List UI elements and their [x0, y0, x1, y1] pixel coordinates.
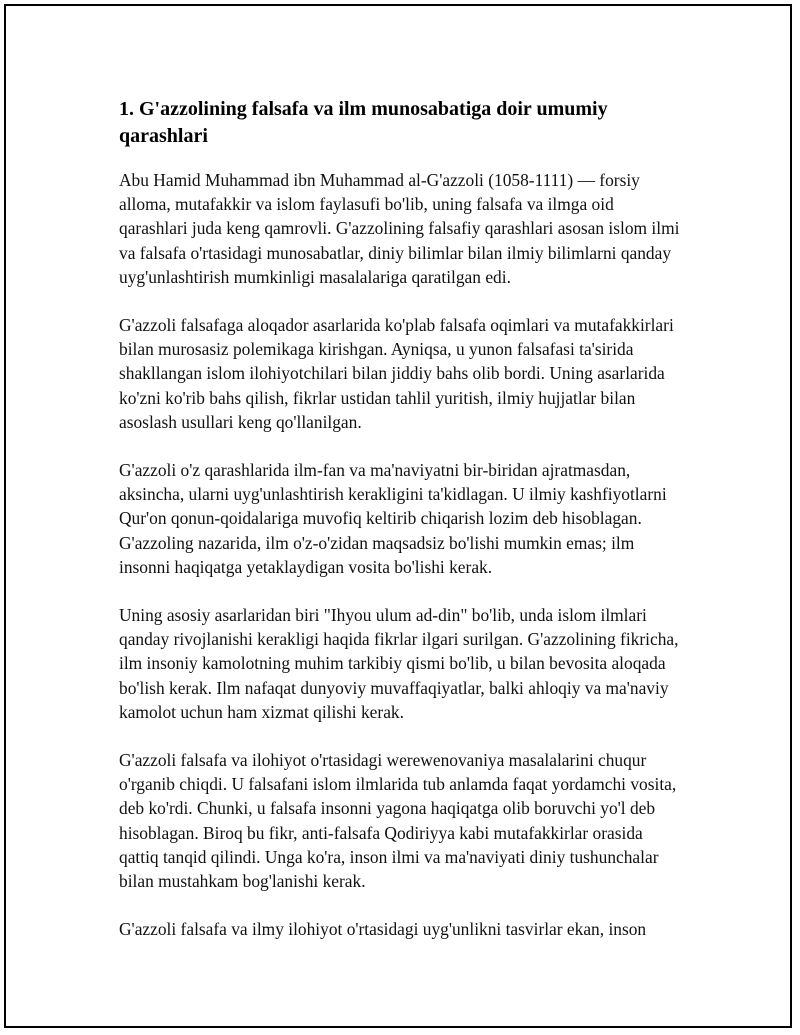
section-heading: 1. G'azzolining falsafa va ilm munosabatiga doir umumiy qarashlari — [119, 98, 608, 147]
document-body — [119, 96, 684, 965]
paragraph: G'azzoli o'z qarashlarida ilm-fan va ma'naviyatni bir-biridan ajratmasdan, aksincha, ularni uyg'unlashtirish kerakligini ta'kidlagan. U ilmiy kashfiyotlarni Qur'on qonun-qoidalariga muvofiq keltirib chiqarish lozim deb hisoblagan. G'azzoling nazarida, ilm o'z-o'zidan maqsadsiz bo'lishi mumkin emas; ilm insonni haqiqatga yetaklaydigan vosita bo'lishi kerak. — [119, 460, 667, 577]
paragraph: Uning asosiy asarlaridan biri "Ihyou ulum ad-din" bo'lib, unda islom ilmlari qanday rivojlanishi kerakligi haqida fikrlar ilgari surilgan. G'azzolining fikricha, ilm insoniy kamolotning muhim tarkibiy qismi bo'lib, u bilan bevosita aloqada bo'lish kerak. Ilm nafaqat dunyoviy muvaffaqiyatlar, balki ahloqiy va ma'naviy kamolot uchun ham xizmat qilishi kerak. — [119, 605, 679, 722]
paragraph: Abu Hamid Muhammad ibn Muhammad al-G'azzoli (1058-1111) — forsiy alloma, mutafakkir va islom faylasufi bo'lib, uning falsafa va ilmga oid qarashlari juda keng qamrovli. G'azzolining falsafiy qarashlari asosan islom ilmi va falsafa o'rtasidagi munosabatlar, diniy bilimlar bilan ilmiy bilimlarni qanday uyg'unlashtirish mumkinligi masalalariga qaratilgan edi. — [119, 170, 680, 287]
paragraph: G'azzoli falsafaga aloqador asarlarida ko'plab falsafa oqimlari va mutafakkirlari bilan murosasiz polemikaga kirishgan. Ayniqsa, u yunon falsafasi ta'sirida shakllangan islom ilohiyotchilari bilan jiddiy bahs olib bordi. Uning asarlarida ko'zni ko'rib bahs qilish, fikrlar ustidan tahlil yuritish, ilmiy hujjatlar bilan asoslash usullari keng qo'llanilgan. — [119, 315, 674, 432]
paragraph: G'azzoli falsafa va ilmy ilohiyot o'rtasidagi uyg'unlikni tasvirlar ekan, inson — [119, 919, 647, 940]
paragraph: G'azzoli falsafa va ilohiyot o'rtasidagi werewenovaniya masalalarini chuqur o'rganib chiqdi. U falsafani islom ilmlarida tub anlamda faqat yordamchi vosita, deb ko'rdi. Chunki, u falsafa insonni yagona haqiqatga olib boruvchi yo'l deb hisoblagan. Biroq bu fikr, anti-falsafa Qodiriyya kabi mutafakkirlar orasida qattiq tanqid qilindi. Unga ko'ra, inson ilmi va ma'naviyati diniy tushunchalar bilan mustahkam bog'lanishi kerak. — [119, 750, 677, 892]
document-page — [4, 4, 792, 1028]
